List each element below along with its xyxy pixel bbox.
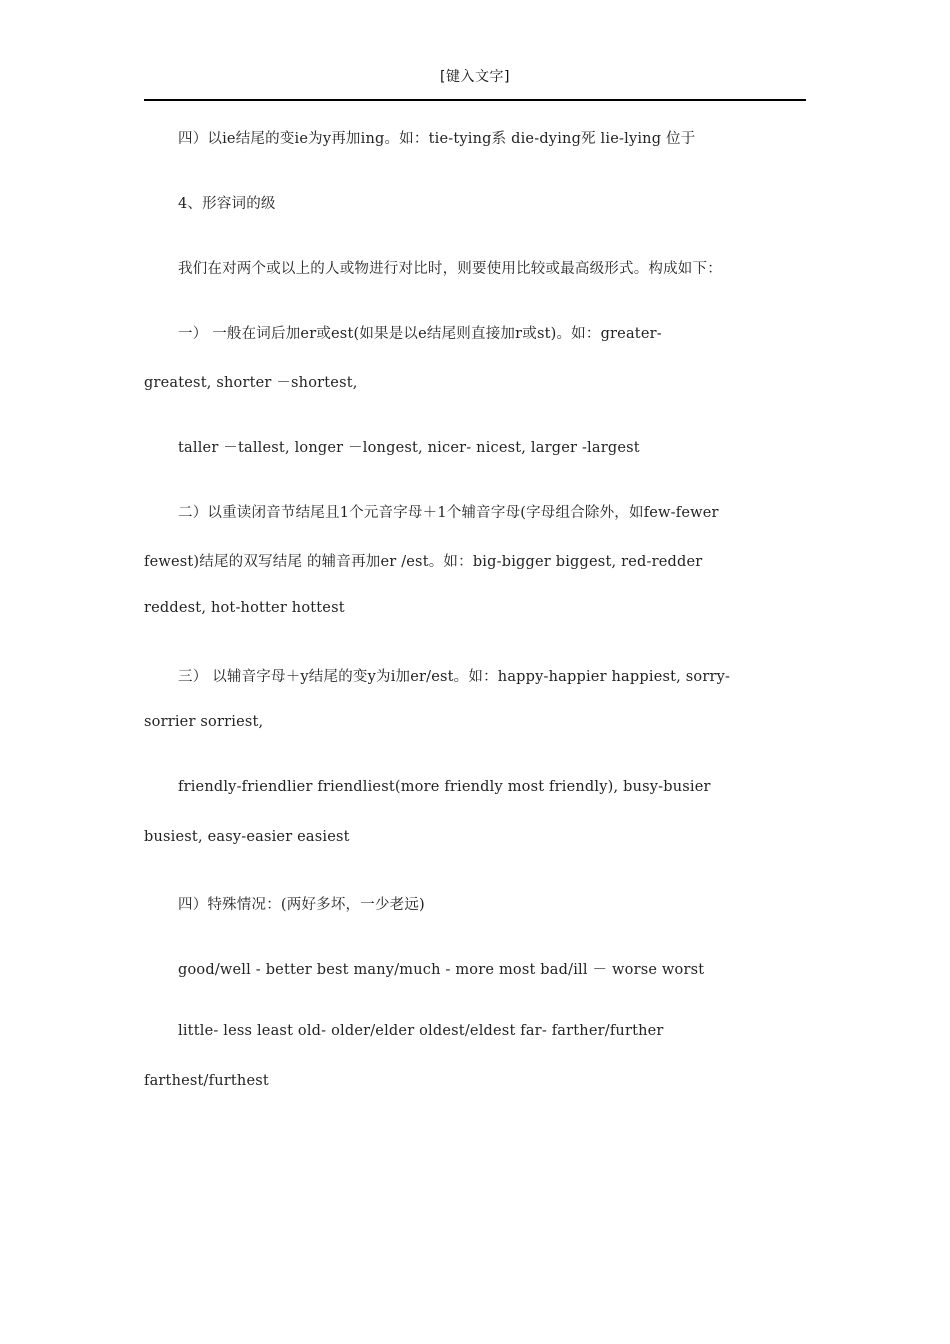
text-line: friendly-friendlier friendliest(more friendly most friendly), busy-busier — [178, 779, 711, 795]
text-line: good/well - better best many/much - more most bad/ill － worse worst — [178, 962, 705, 978]
text-line: 三） 以辅音字母＋y结尾的变y为i加er/est。如：happy-happier happiest, sorry- — [178, 669, 731, 685]
section-heading: 4、形容词的级 — [178, 196, 276, 212]
text-line: busiest, easy-easier easiest — [144, 829, 350, 845]
text-line: 四）以ie结尾的变ie为y再加ing。如：tie-tying系 die-dying死 lie-lying 位于 — [178, 131, 696, 147]
text-line: farthest/furthest — [144, 1073, 269, 1089]
text-line: little- less least old- older/elder oldest/eldest far- farther/further — [178, 1023, 664, 1039]
header-rule — [144, 99, 806, 101]
page-header: [键入文字] — [440, 69, 510, 85]
text-line: 我们在对两个或以上的人或物进行对比时，则要使用比较或最高级形式。构成如下： — [178, 261, 722, 277]
text-line: greatest, shorter －shortest, — [144, 375, 358, 391]
text-line: reddest, hot-hotter hottest — [144, 600, 345, 616]
text-line: 四）特殊情况：(两好多坏，一少老远) — [178, 897, 425, 913]
text-line: 一） 一般在词后加er或est(如果是以e结尾则直接加r或st)。如：greater- — [178, 326, 662, 342]
text-line: taller －tallest, longer －longest, nicer- nicest, larger -largest — [178, 440, 640, 456]
text-line: sorrier sorriest, — [144, 714, 264, 730]
text-line: 二）以重读闭音节结尾且1个元音字母＋1个辅音字母(字母组合除外，如few-fewer — [178, 505, 719, 521]
text-line: fewest)结尾的双写结尾 的辅音再加er /est。如：big-bigger biggest, red-redder — [144, 554, 703, 570]
